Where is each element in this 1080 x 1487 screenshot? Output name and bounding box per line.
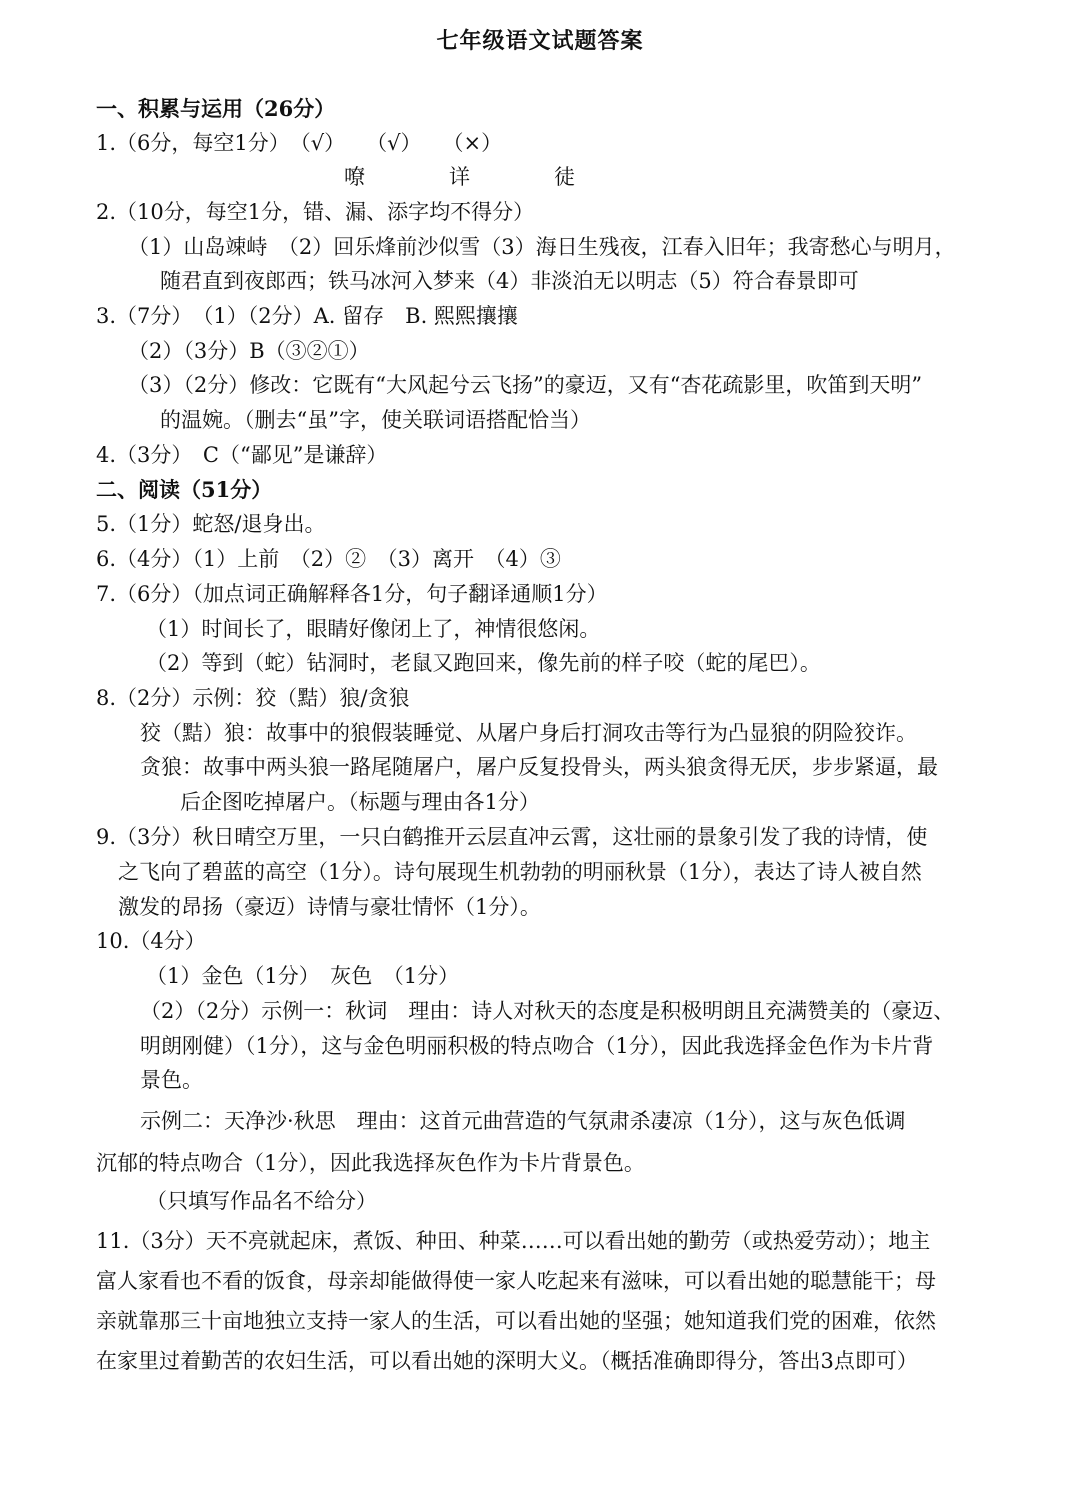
answer-line: 7.（6分）（加点词正确解释各1分，句子翻译通顺1分）: [96, 582, 608, 606]
answer-line: （2）等到（蛇）钻洞时，老鼠又跑回来，像先前的样子咬（蛇的尾巴）。: [146, 651, 821, 675]
answer-line: 在家里过着勤苦的农妇生活，可以看出她的深明大义。（概括准确即得分，答出3点即可）: [96, 1349, 918, 1373]
answer-line: 6.（4分）（1）上前 （2）② （3）离开 （4）③: [96, 547, 561, 571]
section-heading-1: 一、积累与运用（26分）: [96, 96, 336, 121]
answer-line: 3.（7分） （1）（2分）A. 留存 B. 熙熙攘攘: [96, 304, 518, 328]
answer-line: 8.（2分）示例：狡（黠）狼/贪狼: [96, 686, 410, 710]
answer-line: 激发的昂扬（豪迈）诗情与豪壮情怀（1分）。: [118, 895, 541, 919]
answer-line: 沉郁的特点吻合（1分），因此我选择灰色作为卡片背景色。: [96, 1151, 645, 1175]
answer-line: 随君直到夜郎西；铁马冰河入梦来（4）非淡泊无以明志（5）符合春景即可: [160, 269, 859, 293]
answer-line: 1.（6分，每空1分） （√） （√） （×）: [96, 131, 503, 155]
document-title: 七年级语文试题答案: [436, 28, 644, 54]
answer-line: 嘹 详 徒: [344, 165, 575, 189]
answer-line: （1）金色（1分） 灰色 （1分）: [146, 964, 460, 988]
answer-line: 富人家看也不看的饭食，母亲却能做得使一家人吃起来有滋味，可以看出她的聪慧能干；母: [96, 1269, 936, 1293]
answer-line: （2）（2分）示例一：秋词 理由：诗人对秋天的态度是积极明朗且充满赞美的（豪迈、: [140, 999, 955, 1023]
answer-line: 11.（3分）天不亮就起床，煮饭、种田、种菜……可以看出她的勤劳（或热爱劳动）；地主: [96, 1229, 931, 1253]
answer-line: （只填写作品名不给分）: [146, 1189, 377, 1213]
answer-line: 5.（1分）蛇怒/退身出。: [96, 512, 326, 536]
answer-line: 之飞向了碧蓝的高空（1分）。诗句展现生机勃勃的明丽秋景（1分），表达了诗人被自然: [118, 860, 922, 884]
answer-line: 的温婉。（删去“虽”字，使关联词语搭配恰当）: [160, 408, 591, 432]
answer-line: （2）（3分）B（③②①）: [128, 339, 370, 363]
answer-line: （1）时间长了，眼睛好像闭上了，神情很悠闲。: [146, 617, 601, 641]
answer-line: （1）山岛竦峙 （2）回乐烽前沙似雪（3）海日生残夜，江春入旧年；我寄愁心与明月，: [128, 235, 956, 259]
answer-line: 贪狼：故事中两头狼一路尾随屠户，屠户反复投骨头，两头狼贪得无厌，步步紧逼，最: [140, 755, 938, 779]
answer-line: 亲就靠那三十亩地独立支持一家人的生活，可以看出她的坚强；她知道我们党的困难，依然: [96, 1309, 936, 1333]
answer-line: 4.（3分） C（“鄙见”是谦辞）: [96, 443, 388, 467]
answer-line: （3）（2分）修改：它既有“大风起兮云飞扬”的豪迈，又有“杏花疏影里，吹笛到天明”: [128, 373, 923, 397]
answer-line: 狡（黠）狼：故事中的狼假装睡觉、从屠户身后打洞攻击等行为凸显狼的阴险狡诈。: [140, 721, 917, 745]
answer-line: 明朗刚健）（1分），这与金色明丽积极的特点吻合（1分），因此我选择金色作为卡片背: [140, 1034, 934, 1058]
answer-line: 后企图吃掉屠户。（标题与理由各1分）: [180, 790, 540, 814]
answer-line: 9.（3分）秋日晴空万里，一只白鹤推开云层直冲云霄，这壮丽的景象引发了我的诗情，使: [96, 825, 928, 849]
answer-line: 景色。: [140, 1068, 203, 1092]
answer-line: 10.（4分）: [96, 929, 206, 953]
answer-line: 示例二：天净沙·秋思 理由：这首元曲营造的气氛肃杀凄凉（1分），这与灰色低调: [140, 1109, 906, 1133]
section-heading-2: 二、阅读（51分）: [96, 477, 273, 502]
answer-line: 2.（10分，每空1分，错、漏、添字均不得分）: [96, 200, 535, 224]
